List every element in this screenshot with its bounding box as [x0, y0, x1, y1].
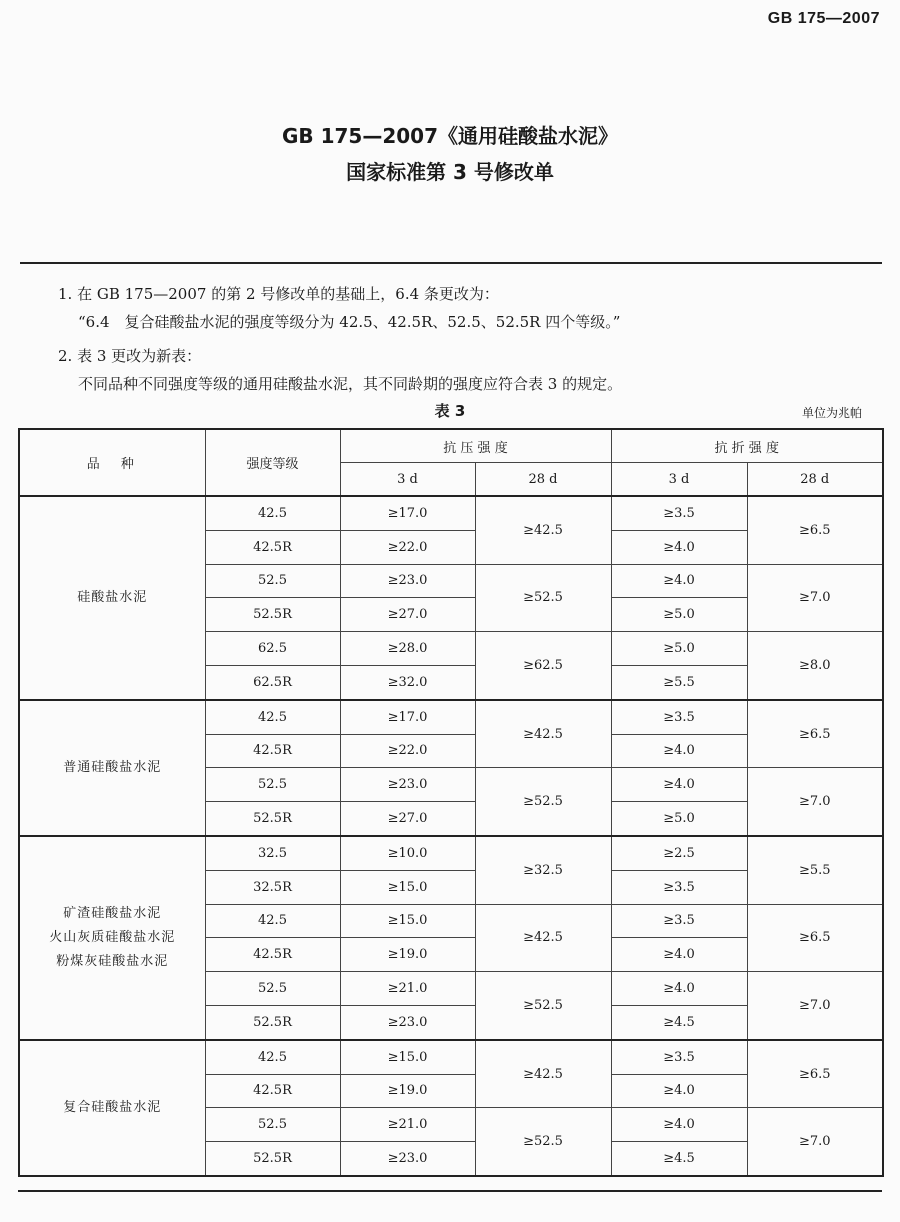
- flexural-28d-cell: ≥7.0: [747, 564, 883, 632]
- flexural-3d-cell: ≥4.5: [611, 1142, 747, 1176]
- flexural-28d-cell: ≥7.0: [747, 768, 883, 836]
- compressive-28d-cell: ≥52.5: [475, 564, 611, 632]
- flexural-28d-cell: ≥7.0: [747, 1108, 883, 1176]
- amendment-item-1-quote: “6.4 复合硅酸盐水泥的强度等级分为 42.5、42.5R、52.5、52.5R 四个等级。”: [78, 313, 621, 331]
- compressive-3d-cell: ≥19.0: [340, 938, 475, 972]
- table-body: [19, 496, 883, 1176]
- document-title: [0, 118, 900, 190]
- flexural-3d-cell: ≥3.5: [611, 496, 747, 530]
- compressive-3d-cell: ≥22.0: [340, 734, 475, 768]
- flexural-3d-cell: ≥4.0: [611, 734, 747, 768]
- flexural-3d-cell: ≥3.5: [611, 904, 747, 938]
- grade-cell: 52.5R: [205, 1142, 340, 1176]
- variety-cell: 矿渣硅酸盐水泥 火山灰质硅酸盐水泥 粉煤灰硅酸盐水泥: [19, 836, 205, 1040]
- top-divider: [20, 262, 882, 264]
- header-compressive: 抗 压 强 度: [340, 429, 611, 463]
- compressive-28d-cell: ≥52.5: [475, 768, 611, 836]
- header-compressive-3d: 3 d: [340, 463, 475, 497]
- bottom-divider: [18, 1190, 882, 1192]
- compressive-3d-cell: ≥22.0: [340, 530, 475, 564]
- compressive-28d-cell: ≥52.5: [475, 972, 611, 1040]
- flexural-28d-cell: ≥6.5: [747, 700, 883, 768]
- flexural-3d-cell: ≥4.0: [611, 972, 747, 1006]
- table-row: [19, 1040, 883, 1074]
- strength-table: [18, 428, 884, 1177]
- grade-cell: 32.5R: [205, 870, 340, 904]
- flexural-3d-cell: ≥4.0: [611, 1108, 747, 1142]
- table-caption: 表 3: [434, 402, 466, 420]
- compressive-3d-cell: ≥27.0: [340, 802, 475, 836]
- compressive-3d-cell: ≥23.0: [340, 768, 475, 802]
- header-compressive-28d: 28 d: [475, 463, 611, 497]
- compressive-3d-cell: ≥21.0: [340, 972, 475, 1006]
- compressive-3d-cell: ≥15.0: [340, 870, 475, 904]
- compressive-3d-cell: ≥21.0: [340, 1108, 475, 1142]
- flexural-3d-cell: ≥4.0: [611, 938, 747, 972]
- grade-cell: 52.5: [205, 564, 340, 598]
- header-flexural-28d: 28 d: [747, 463, 883, 497]
- flexural-3d-cell: ≥5.5: [611, 665, 747, 699]
- grade-cell: 42.5R: [205, 734, 340, 768]
- flexural-3d-cell: ≥4.0: [611, 530, 747, 564]
- flexural-3d-cell: ≥3.5: [611, 870, 747, 904]
- compressive-28d-cell: ≥42.5: [475, 496, 611, 564]
- amendment-item-2-text: 不同品种不同强度等级的通用硅酸盐水泥，其不同龄期的强度应符合表 3 的规定。: [78, 375, 623, 393]
- grade-cell: 42.5R: [205, 1074, 340, 1108]
- compressive-3d-cell: ≥15.0: [340, 904, 475, 938]
- compressive-3d-cell: ≥23.0: [340, 1142, 475, 1176]
- standard-code: GB 175—2007: [767, 10, 880, 27]
- grade-cell: 52.5: [205, 1108, 340, 1142]
- flexural-28d-cell: ≥6.5: [747, 904, 883, 972]
- flexural-3d-cell: ≥5.0: [611, 802, 747, 836]
- grade-cell: 62.5R: [205, 665, 340, 699]
- compressive-3d-cell: ≥27.0: [340, 598, 475, 632]
- grade-cell: 52.5R: [205, 1005, 340, 1039]
- table-row: [19, 700, 883, 734]
- compressive-3d-cell: ≥17.0: [340, 496, 475, 530]
- grade-cell: 62.5: [205, 632, 340, 666]
- grade-cell: 42.5R: [205, 938, 340, 972]
- grade-cell: 52.5: [205, 972, 340, 1006]
- header-variety: 品 种: [19, 429, 205, 496]
- grade-cell: 52.5R: [205, 598, 340, 632]
- flexural-28d-cell: ≥6.5: [747, 496, 883, 564]
- title-line-2: 国家标准第 3 号修改单: [346, 160, 554, 184]
- compressive-3d-cell: ≥19.0: [340, 1074, 475, 1108]
- compressive-3d-cell: ≥32.0: [340, 665, 475, 699]
- header-grade: 强度等级: [205, 429, 340, 496]
- flexural-3d-cell: ≥5.0: [611, 598, 747, 632]
- flexural-3d-cell: ≥3.5: [611, 700, 747, 734]
- flexural-3d-cell: ≥2.5: [611, 836, 747, 870]
- flexural-3d-cell: ≥4.0: [611, 564, 747, 598]
- flexural-3d-cell: ≥5.0: [611, 632, 747, 666]
- flexural-28d-cell: ≥5.5: [747, 836, 883, 904]
- compressive-28d-cell: ≥42.5: [475, 904, 611, 972]
- flexural-28d-cell: ≥6.5: [747, 1040, 883, 1108]
- variety-cell: 硅酸盐水泥: [19, 496, 205, 700]
- header-flexural: 抗 折 强 度: [611, 429, 883, 463]
- grade-cell: 42.5: [205, 1040, 340, 1074]
- amendment-item-2: 2. 表 3 更改为新表：: [58, 347, 202, 365]
- compressive-3d-cell: ≥10.0: [340, 836, 475, 870]
- table-row: [19, 836, 883, 870]
- compressive-28d-cell: ≥62.5: [475, 632, 611, 700]
- flexural-3d-cell: ≥4.5: [611, 1005, 747, 1039]
- compressive-28d-cell: ≥52.5: [475, 1108, 611, 1176]
- flexural-3d-cell: ≥4.0: [611, 1074, 747, 1108]
- compressive-28d-cell: ≥42.5: [475, 1040, 611, 1108]
- flexural-3d-cell: ≥4.0: [611, 768, 747, 802]
- variety-cell: 复合硅酸盐水泥: [19, 1040, 205, 1176]
- title-line-1: GB 175—2007《通用硅酸盐水泥》: [281, 124, 619, 148]
- flexural-28d-cell: ≥8.0: [747, 632, 883, 700]
- table-row: [19, 496, 883, 530]
- amendment-item-1: 1. 在 GB 175—2007 的第 2 号修改单的基础上，6.4 条更改为：: [58, 285, 499, 303]
- compressive-3d-cell: ≥15.0: [340, 1040, 475, 1074]
- flexural-28d-cell: ≥7.0: [747, 972, 883, 1040]
- variety-cell: 普通硅酸盐水泥: [19, 700, 205, 836]
- grade-cell: 42.5: [205, 904, 340, 938]
- compressive-28d-cell: ≥42.5: [475, 700, 611, 768]
- grade-cell: 52.5: [205, 768, 340, 802]
- compressive-3d-cell: ≥23.0: [340, 1005, 475, 1039]
- flexural-3d-cell: ≥3.5: [611, 1040, 747, 1074]
- table-unit: 单位为兆帕: [801, 406, 862, 420]
- compressive-3d-cell: ≥28.0: [340, 632, 475, 666]
- grade-cell: 42.5R: [205, 530, 340, 564]
- header-flexural-3d: 3 d: [611, 463, 747, 497]
- compressive-28d-cell: ≥32.5: [475, 836, 611, 904]
- grade-cell: 42.5: [205, 496, 340, 530]
- compressive-3d-cell: ≥17.0: [340, 700, 475, 734]
- compressive-3d-cell: ≥23.0: [340, 564, 475, 598]
- grade-cell: 32.5: [205, 836, 340, 870]
- grade-cell: 42.5: [205, 700, 340, 734]
- grade-cell: 52.5R: [205, 802, 340, 836]
